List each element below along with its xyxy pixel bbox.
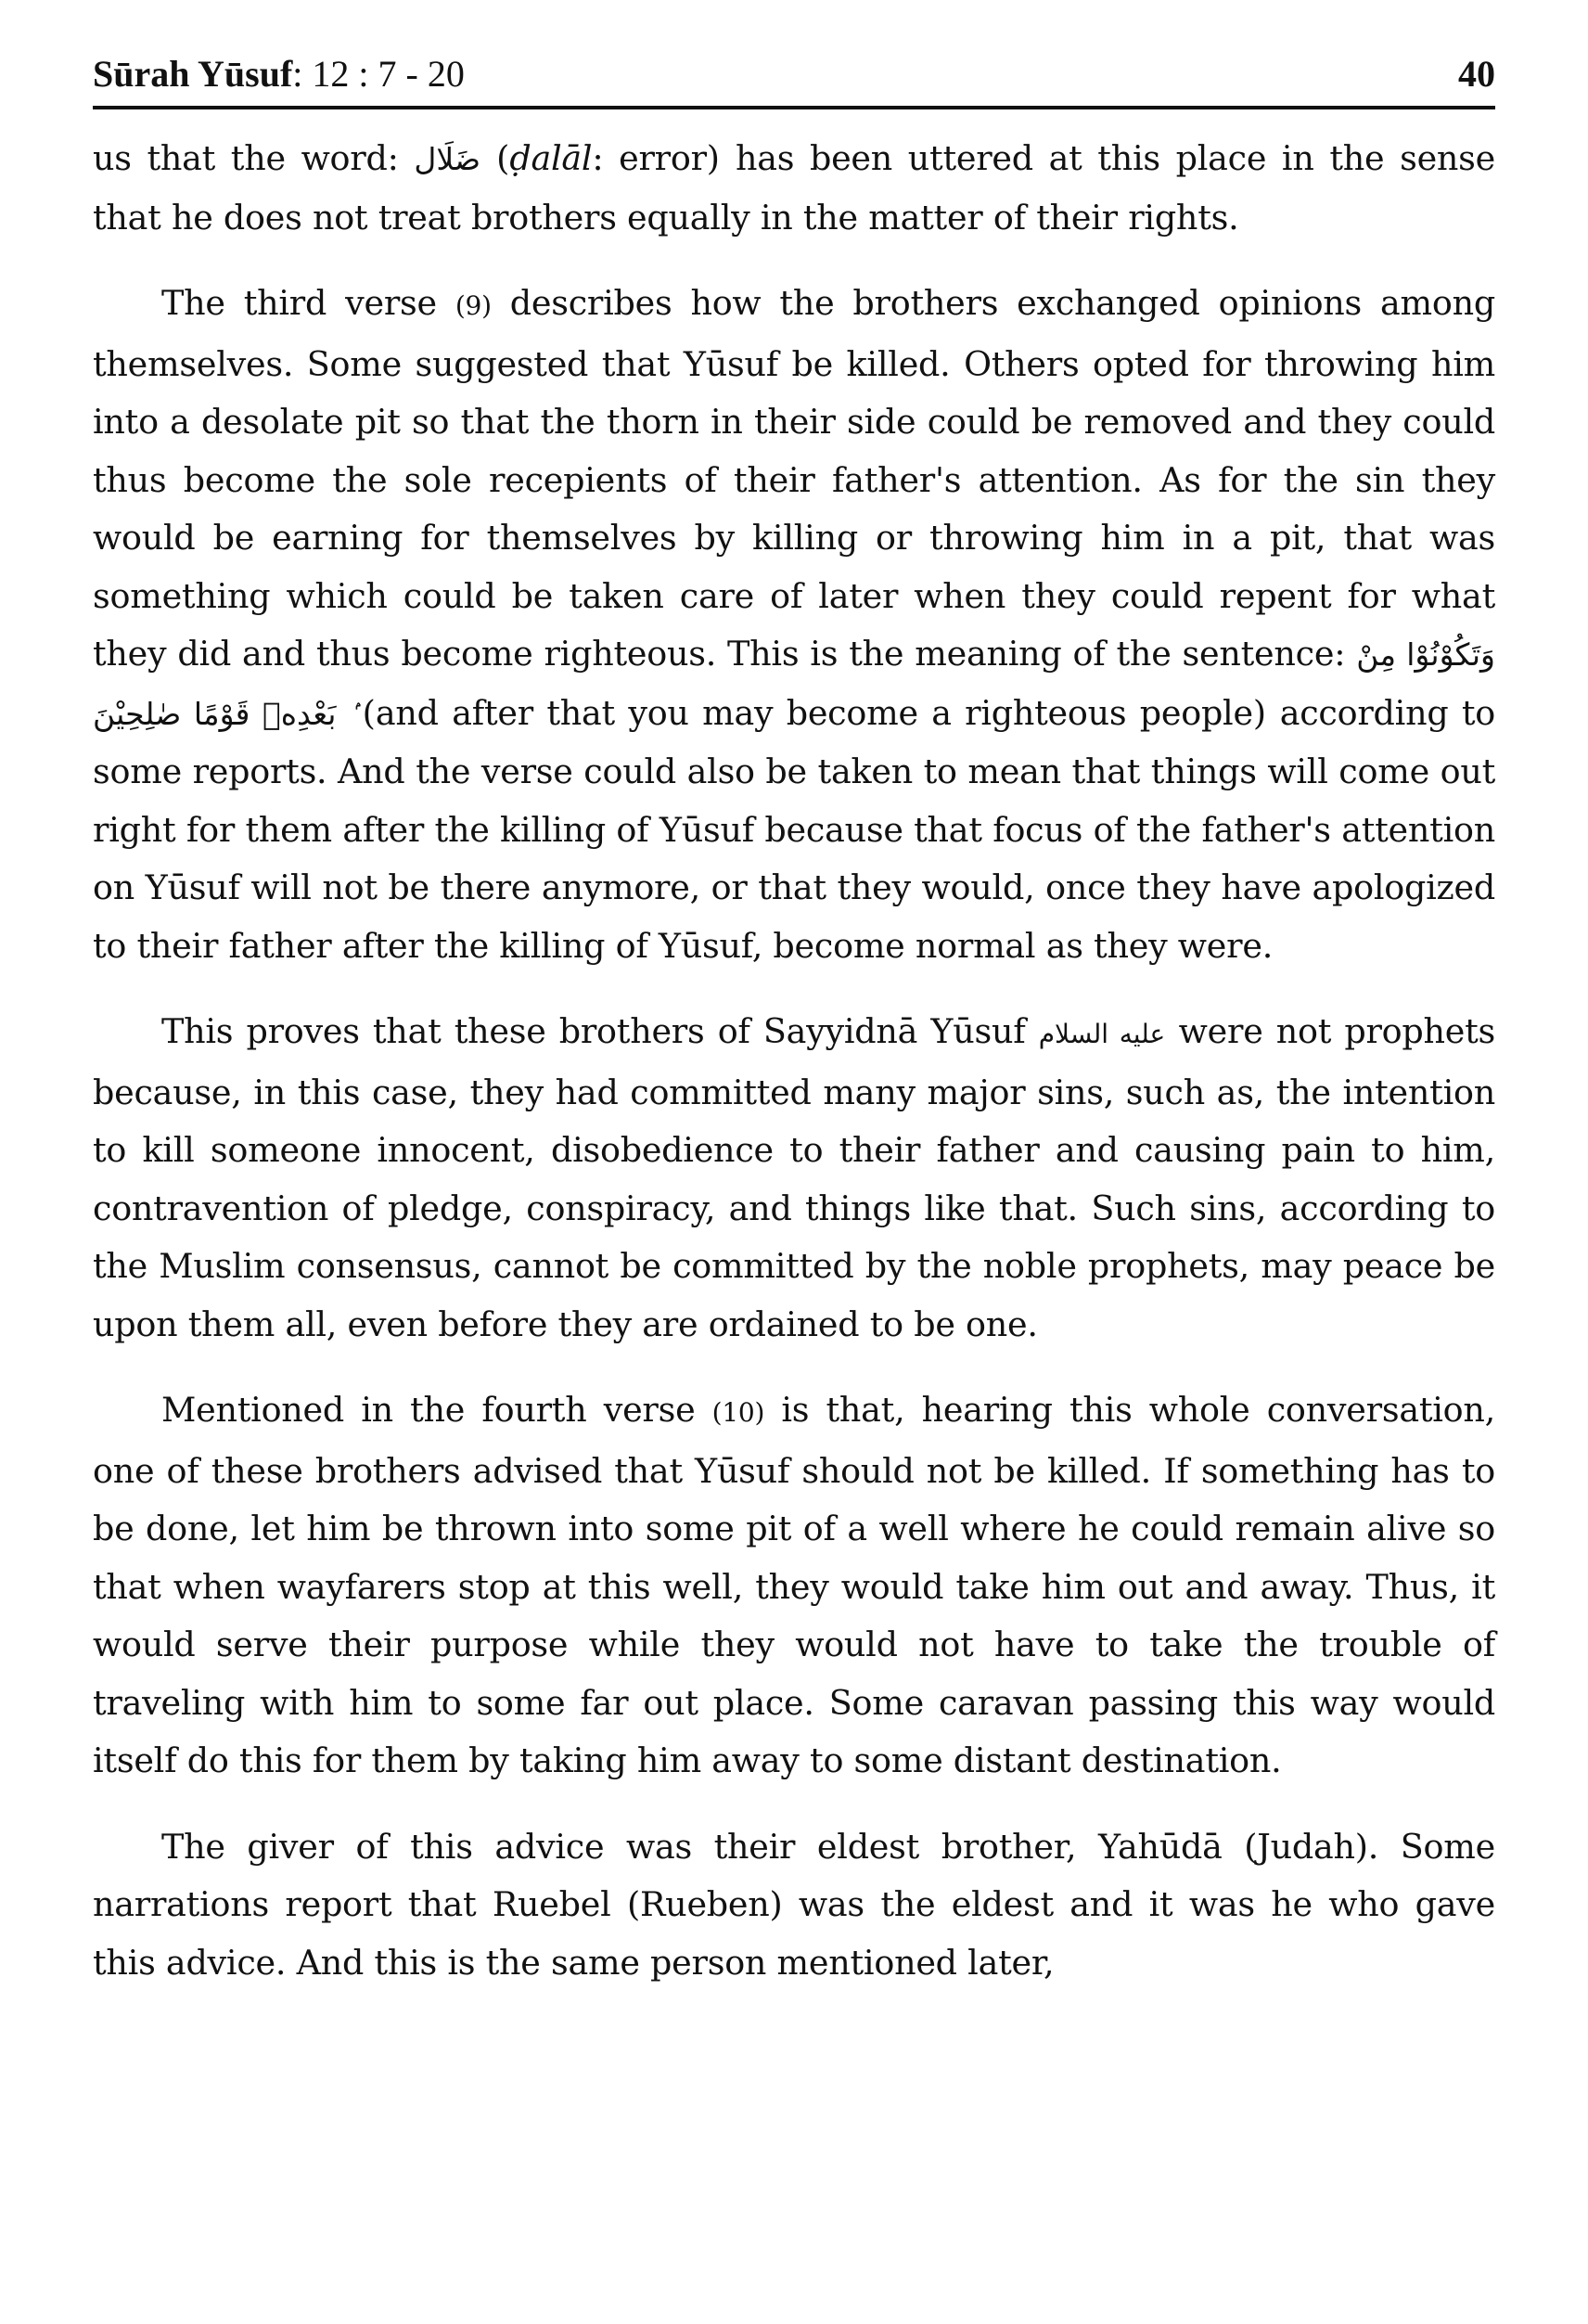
text-run: Mentioned in the fourth verse xyxy=(161,1390,712,1430)
header-title xyxy=(93,52,465,96)
paragraph-5 xyxy=(93,1818,1495,1993)
text-run: us that the word: xyxy=(93,138,415,178)
text-run: This proves that these brothers of Sayyidnā Yūsuf xyxy=(161,1011,1039,1051)
text-run: (and after that you may become a righteous people) according to some reports. And the verse could also be taken to mean that things will come out right for them after the killing of Yūsuf because that focus of the father's attention on Yūsuf will not be there anymore, or that they would, once they have apologized to their father after the killing of Yūsuf, become normal as they were. xyxy=(93,692,1495,966)
paragraph-4 xyxy=(93,1381,1495,1791)
arabic-word: ضَلَال xyxy=(414,141,481,177)
arabic-quote: وَتَكُوْنُوْا مِنْ ۢ بَعْدِهٖ قَوْمًا صٰلِحِيْنَ xyxy=(93,636,1495,732)
text-run: were not prophets because, in this case, they had committed many major sins, such as, the intention to kill someone innocent, disobedience to their father and causing pain to him, contravention of pledge, conspiracy, and things like that. Such sins, according to the Muslim consensus, cannot be committed by the noble prophets, may peace be upon them all, even before they are ordained to be one. xyxy=(93,1011,1495,1344)
paragraph-1 xyxy=(93,130,1495,247)
page-number: 40 xyxy=(1458,53,1495,95)
paragraph-2 xyxy=(93,275,1495,975)
verse-range: : 12 : 7 - 20 xyxy=(292,53,465,95)
text-run: ( xyxy=(480,138,510,178)
text-run: : error) has been uttered at this place in the sense that he does not treat brothers equally in the matter of their rights. xyxy=(93,138,1496,238)
text-run: The giver of this advice was their eldest brother, Yahūdā (Judah). Some narrations report that Ruebel (Rueben) was the eldest and it was he who gave this advice. And this is the same person mentioned later, xyxy=(93,1826,1495,1983)
surah-name: Sūrah Yūsuf xyxy=(93,53,293,95)
book-page xyxy=(93,52,1495,2020)
verse-number: (9) xyxy=(455,290,492,321)
running-header xyxy=(93,52,1495,109)
text-run: describes how the brothers exchanged opinions among themselves. Some suggested that Yūsuf be killed. Others opted for throwing him into a desolate pit so that the thorn in their side could be removed and they could thus become the sole recepients of their father's attention. As for the sin they would be earning for themselves by killing or throwing him in a pit, that was something which could be taken care of later when they could repent for what they did and thus become righteous. This is the meaning of the sentence: xyxy=(93,283,1495,674)
paragraph-3 xyxy=(93,1003,1495,1354)
verse-number: (10) xyxy=(711,1397,765,1428)
honorific-glyph: عليه السلام xyxy=(1038,1019,1166,1049)
text-run: is that, hearing this whole conversation, one of these brothers advised that Yūsuf should not be killed. If something has to be done, let him be thrown into some pit of a well where he could remain alive so that when wayfarers stop at this well, they would take him out and away. Thus, it would serve their purpose while they would not have to take the trouble of traveling with him to some far out place. Some caravan passing this way would itself do this for them by taking him away to some distant destination. xyxy=(93,1390,1495,1780)
transliteration: ḍalāl xyxy=(509,138,593,178)
body-text xyxy=(93,130,1495,1992)
text-run: The third verse xyxy=(161,283,455,323)
